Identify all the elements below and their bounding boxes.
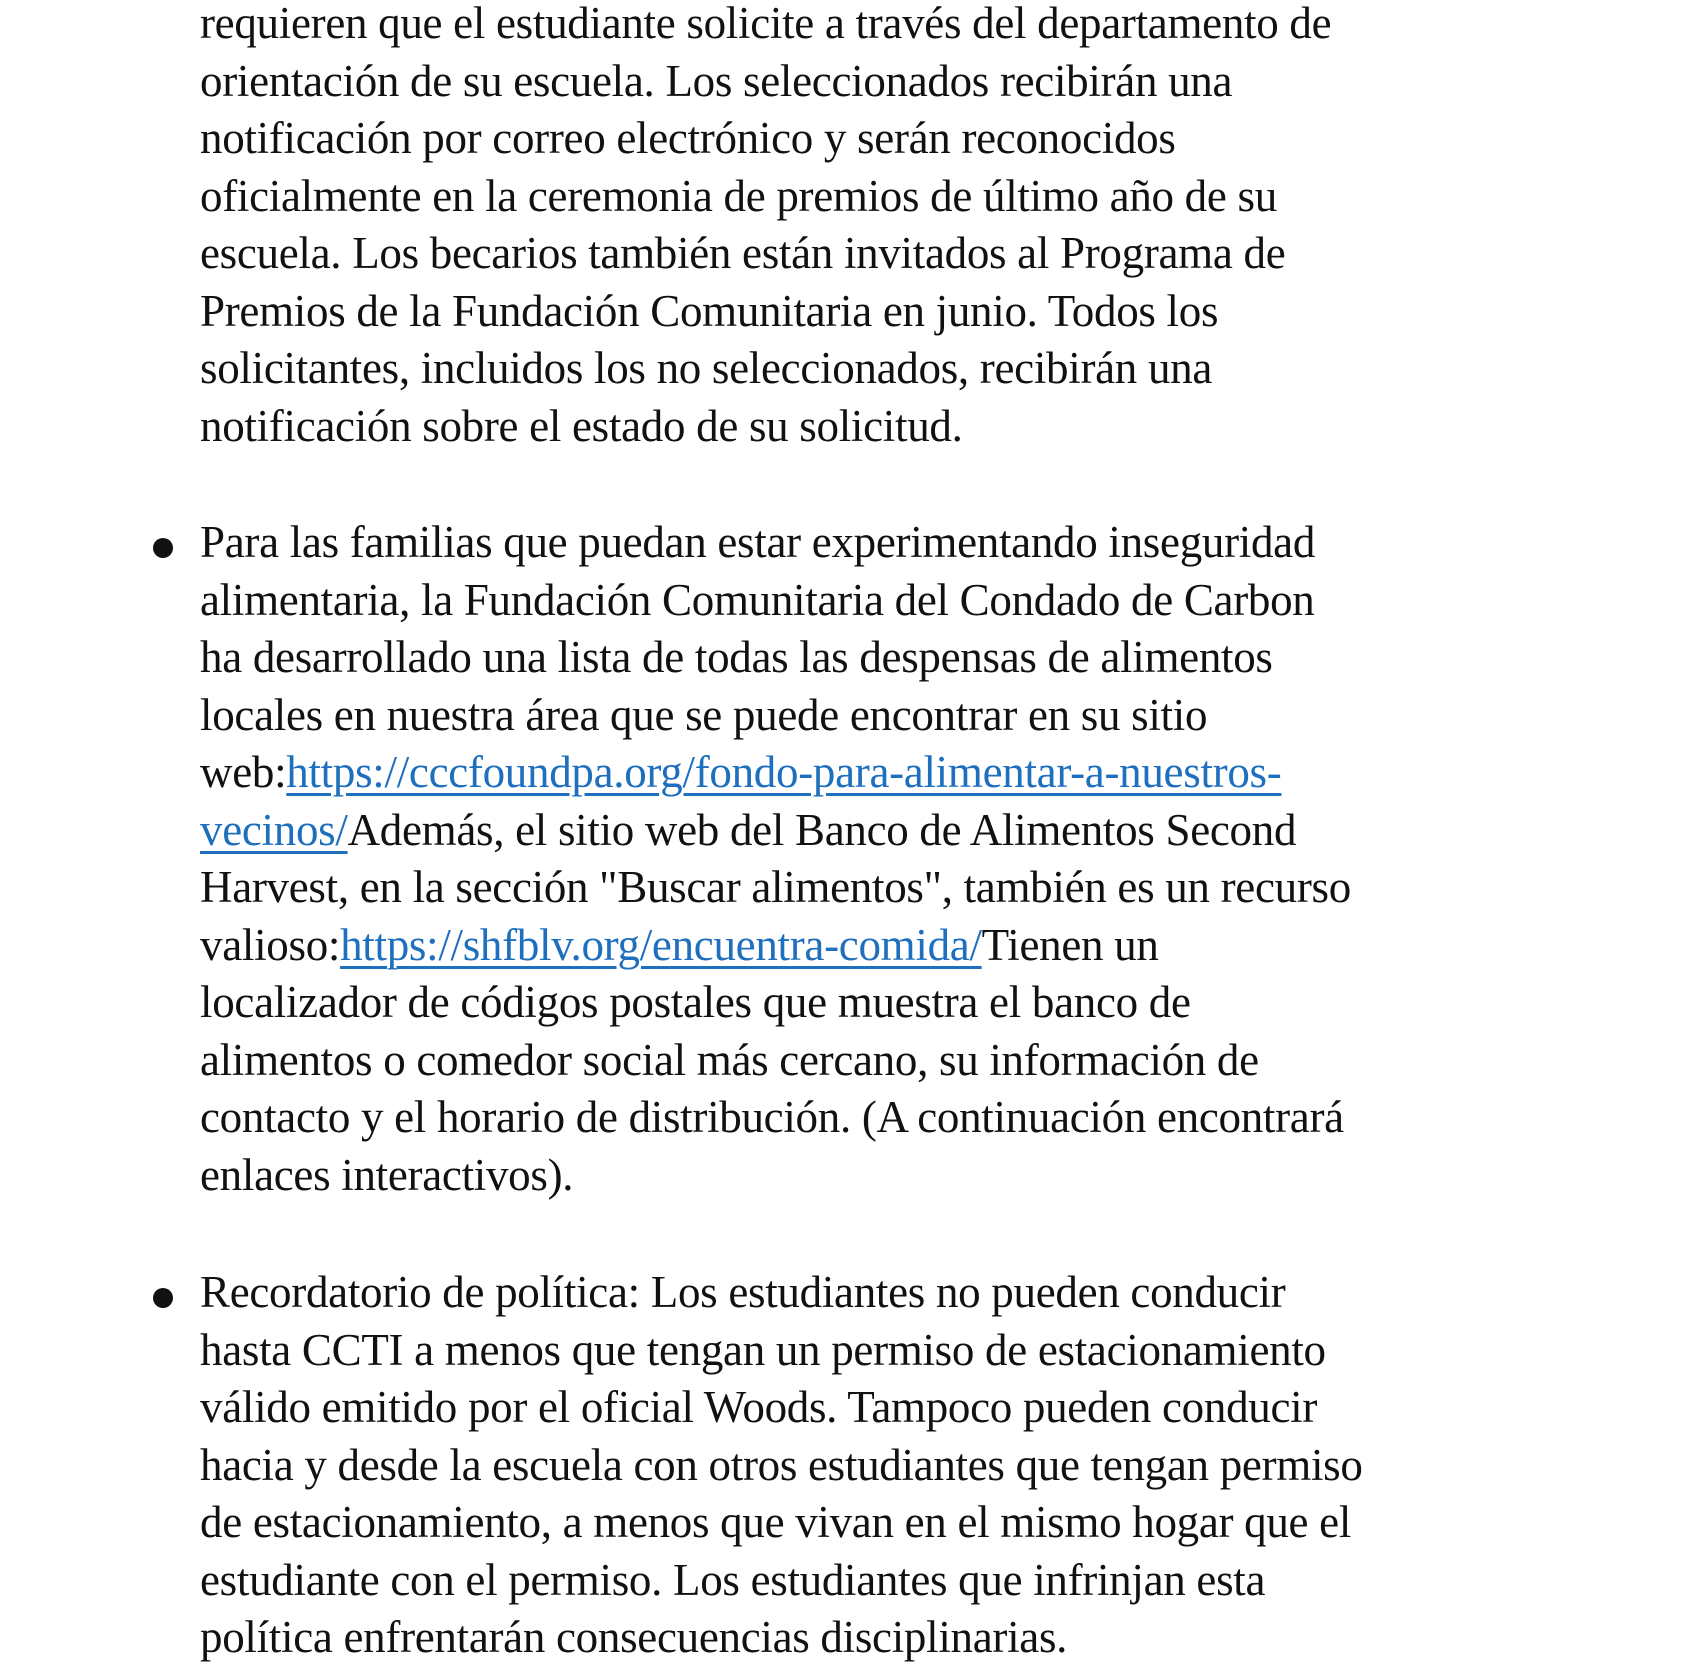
text-line: hasta CCTI a menos que tengan un permiso de estacionamiento: [200, 1324, 1326, 1375]
bullet-dot-icon: [153, 538, 173, 558]
text-line: notificación sobre el estado de su solicitud.: [200, 400, 963, 451]
text-line: política enfrentarán consecuencias disciplinarias.: [200, 1612, 1068, 1662]
text-line: estudiante con el permiso. Los estudiantes que infrinjan esta: [200, 1554, 1266, 1605]
text-line: requieren que el estudiante solicite a través del departamento de: [200, 0, 1332, 48]
text-line: Harvest, en la sección "Buscar alimentos", también es un recurso: [200, 862, 1351, 912]
text-segment: Además, el sitio web del Banco de Alimentos Second: [347, 804, 1297, 855]
link-prefix: web:: [200, 747, 287, 797]
text-line: de estacionamiento, a menos que vivan en el mismo hogar que el: [200, 1497, 1352, 1547]
text-line: válido emitido por el oficial Woods. Tampoco pueden conducir: [200, 1382, 1318, 1432]
text-line: [200, 744, 1620, 802]
text-line: alimentaria, la Fundación Comunitaria del Condado de Carbon: [200, 574, 1315, 625]
shfblv-link[interactable]: https://shfblv.org/encuentra-comida/: [340, 919, 982, 970]
text-line: ha desarrollado una lista de todas las despensas de alimentos: [200, 632, 1273, 682]
bullet-policy-reminder: [200, 1264, 1620, 1667]
text-line: hacia y desde la escuela con otros estudiantes que tengan permiso: [200, 1439, 1363, 1490]
cccfoundpa-link[interactable]: https://cccfoundpa.org/fondo-para-alimentar-a-nuestros-: [286, 747, 1282, 797]
link-prefix: valioso:: [200, 919, 341, 970]
text-line: enlaces interactivos).: [200, 1149, 574, 1200]
text-line: alimentos o comedor social más cercano, su información de: [200, 1034, 1259, 1085]
text-segment: Tienen un: [981, 919, 1159, 970]
text-line: Premios de la Fundación Comunitaria en junio. Todos los: [200, 285, 1219, 336]
text-line: locales en nuestra área que se puede encontrar en su sitio: [200, 689, 1208, 740]
cccfoundpa-link-continued[interactable]: vecinos/: [200, 804, 348, 855]
bullet-food-insecurity: [200, 514, 1620, 1204]
text-line: localizador de códigos postales que muestra el banco de: [200, 977, 1191, 1027]
text-line: escuela. Los becarios también están invitados al Programa de: [200, 228, 1286, 278]
text-line: notificación por correo electrónico y serán reconocidos: [200, 113, 1176, 163]
bullet-dot-icon: [153, 1288, 173, 1308]
text-line: oficialmente en la ceremonia de premios de último año de su: [200, 170, 1277, 221]
continuation-paragraph: [200, 0, 1620, 455]
text-line: [200, 802, 1620, 860]
text-line: Para las familias que puedan estar experimentando inseguridad: [200, 517, 1316, 567]
text-line: solicitantes, incluidos los no seleccionados, recibirán una: [200, 343, 1213, 393]
text-line: [200, 917, 1620, 975]
text-line: orientación de su escuela. Los seleccionados recibirán una: [200, 55, 1233, 106]
text-line: contacto y el horario de distribución. (A continuación encontrará: [200, 1092, 1344, 1142]
text-line: Recordatorio de política: Los estudiantes no pueden conducir: [200, 1267, 1286, 1317]
